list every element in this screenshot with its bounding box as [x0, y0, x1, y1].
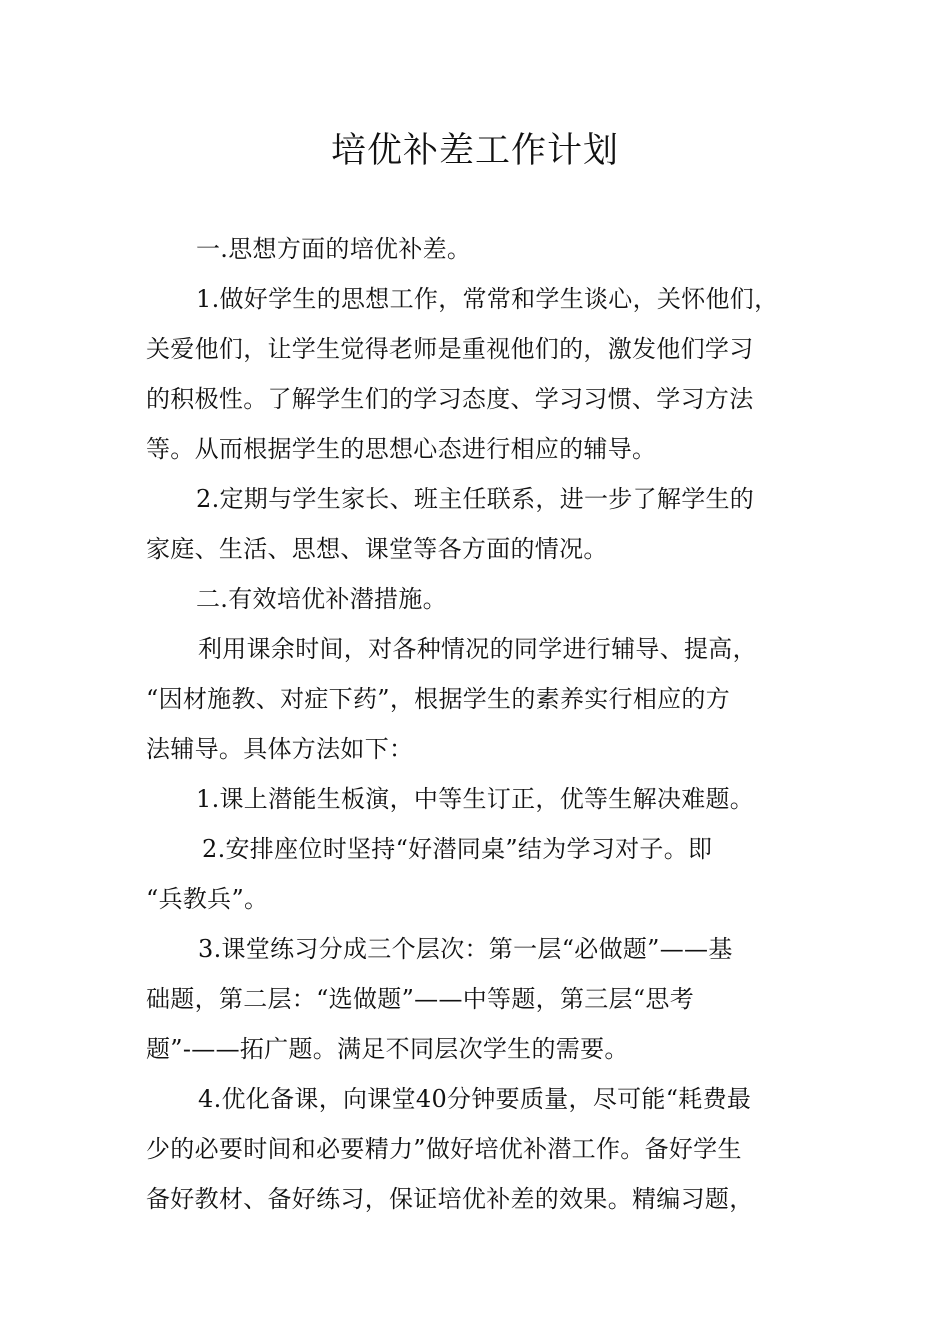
document-body [146, 224, 810, 1224]
paragraph-line: 3.课堂练习分成三个层次：第一层“必做题”——基 [198, 935, 733, 963]
heading-measures: 二.有效培优补潜措施。 [196, 585, 447, 613]
paragraph-line: 利用课余时间，对各种情况的同学进行辅导、提高， [198, 635, 757, 663]
paragraph-line: 法辅导。具体方法如下： [146, 735, 414, 763]
paragraph-line: 1.课上潜能生板演，中等生订正，优等生解决难题。 [196, 785, 755, 813]
paragraph-line: 等。从而根据学生的思想心态进行相应的辅导。 [146, 435, 657, 463]
paragraph-line: 2.安排座位时坚持“好潜同桌”结为学习对子。即 [202, 835, 713, 863]
paragraph-line: 少的必要时间和必要精力”做好培优补潜工作。备好学生 [146, 1135, 742, 1163]
paragraph-line: 关爱他们，让学生觉得老师是重视他们的，激发他们学习 [146, 335, 754, 363]
paragraph-line: 题”-——拓广题。满足不同层次学生的需要。 [146, 1035, 629, 1063]
paragraph-line: “兵教兵”。 [146, 885, 269, 913]
paragraph-line: 4.优化备课，向课堂40分钟要质量，尽可能“耗费最 [198, 1085, 752, 1113]
paragraph-line: 础题，第二层：“选做题”——中等题，第三层“思考 [146, 985, 695, 1013]
paragraph-line: 备好教材、备好练习，保证培优补差的效果。精编习题， [146, 1185, 754, 1213]
paragraph-line: 的积极性。了解学生们的学习态度、学习习惯、学习方法 [146, 385, 754, 413]
paragraph-line: “因材施教、对症下药”，根据学生的素养实行相应的方 [146, 685, 731, 713]
paragraph-line: 家庭、生活、思想、课堂等各方面的情况。 [146, 535, 608, 563]
document-title: 培优补差工作计划 [330, 131, 619, 171]
heading-thought-aspect: 一.思想方面的培优补差。 [196, 235, 472, 263]
paragraph-line: 2.定期与学生家长、班主任联系，进一步了解学生的 [196, 485, 755, 513]
paragraph-line: 1.做好学生的思想工作，常常和学生谈心，关怀他们， [196, 285, 779, 313]
